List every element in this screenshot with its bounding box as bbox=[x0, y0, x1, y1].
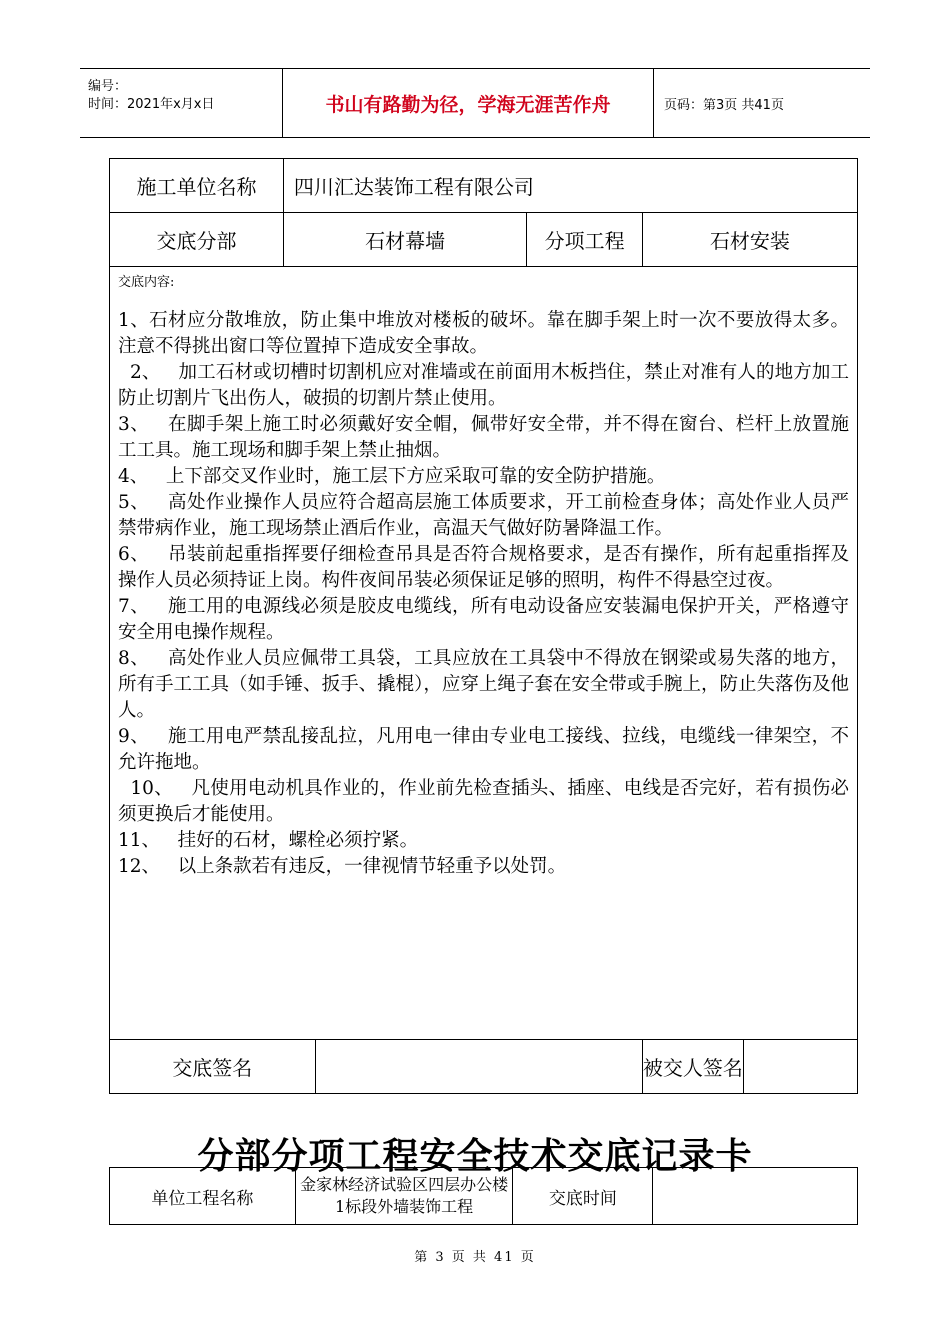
page-info: 页码：第3页 共41页 bbox=[664, 97, 784, 113]
serial-label: 编号： bbox=[88, 79, 128, 94]
page-footer: 第 3 页 共 41 页 bbox=[414, 1250, 536, 1265]
content-item: 6、 吊装前起重指挥要仔细检查吊具是否符合规格要求，是否有操作，所有起重指挥及操作人员必须持证上岗。构件夜间吊装必须保证足够的照明，构件不得悬空过夜。 bbox=[118, 544, 849, 591]
content-item: 12、 以上条款若有违反，一律视情节轻重予以处罚。 bbox=[118, 856, 567, 877]
sign-field[interactable] bbox=[315, 1040, 642, 1094]
content-item: 11、 挂好的石材，螺栓必须拧紧。 bbox=[118, 830, 419, 851]
content-item: 4、 上下部交叉作业时，施工层下方应采取可靠的安全防护措施。 bbox=[118, 466, 666, 487]
content-item: 1、石材应分散堆放，防止集中堆放对楼板的破坏。靠在脚手架上时一次不要放得太多。注意不得挑出窗口等位置掉下造成安全事故。 bbox=[118, 310, 849, 357]
subitem-value: 石材安装 bbox=[642, 213, 857, 267]
division-label: 交底分部 bbox=[110, 213, 284, 267]
motto-text: 书山有路勤为径，学海无涯苦作舟 bbox=[325, 93, 611, 116]
page-header bbox=[80, 68, 870, 138]
content-item: 10、 凡使用电动机具作业的，作业前先检查插头、插座、电线是否完好，若有损伤必须更换后才能使用。 bbox=[118, 778, 850, 825]
unit-row bbox=[110, 159, 858, 213]
record-card-table bbox=[109, 1167, 858, 1225]
content-item: 9、 施工用电严禁乱接乱拉，凡用电一律由专业电工接线、拉线，电缆线一律架空，不允许拖地。 bbox=[118, 726, 849, 773]
card-title: 分部分项工程安全技术交底记录卡 bbox=[197, 1135, 753, 1177]
header-motto-cell bbox=[283, 69, 654, 137]
content-item: 3、 在脚手架上施工时必须戴好安全帽，佩带好安全带，并不得在窗台、栏杆上放置施工工具。施工现场和脚手架上禁止抽烟。 bbox=[118, 414, 849, 461]
header-meta-cell bbox=[80, 69, 283, 137]
header-page-cell bbox=[654, 69, 870, 137]
receiver-sign-field[interactable] bbox=[743, 1040, 857, 1094]
content-item: 7、 施工用的电源线必须是胶皮电缆线，所有电动设备应安装漏电保护开关，严格遵守安全用电操作规程。 bbox=[118, 596, 849, 643]
briefing-time-field[interactable] bbox=[653, 1168, 858, 1225]
content-label: 交底内容: bbox=[118, 275, 175, 290]
subitem-label: 分项工程 bbox=[527, 213, 643, 267]
unit-project-row bbox=[110, 1168, 858, 1225]
unit-project-value: 金家林经济试验区四层办公楼1标段外墙装饰工程 bbox=[295, 1168, 513, 1225]
receiver-label: 被交人签名 bbox=[642, 1040, 743, 1094]
content-item: 8、 高处作业人员应佩带工具袋，工具应放在工具袋中不得放在钢梁或易失落的地方，所有手工工具（如手锤、扳手、撬棍），应穿上绳子套在安全带或手腕上，防止失落伤及他人。 bbox=[118, 648, 849, 721]
briefing-time-label: 交底时间 bbox=[513, 1168, 653, 1225]
content-cell bbox=[110, 267, 858, 1040]
unit-value: 四川汇达装饰工程有限公司 bbox=[283, 159, 857, 213]
signature-row bbox=[110, 1040, 858, 1094]
safety-briefing-table bbox=[109, 158, 858, 1094]
content-item: 2、 加工石材或切槽时切割机应对准墙或在前面用木板挡住，禁止对准有人的地方加工防止切割片飞出伤人，破损的切割片禁止使用。 bbox=[118, 362, 849, 409]
unit-project-label: 单位工程名称 bbox=[110, 1168, 296, 1225]
division-row bbox=[110, 213, 858, 267]
time-label: 时间：2021年x月x日 bbox=[88, 97, 215, 112]
content-row bbox=[110, 267, 858, 1040]
sign-label: 交底签名 bbox=[110, 1040, 316, 1094]
unit-label: 施工单位名称 bbox=[110, 159, 284, 213]
content-item: 5、 高处作业操作人员应符合超高层施工体质要求，开工前检查身体；高处作业人员严禁带病作业，施工现场禁止酒后作业，高温天气做好防暑降温工作。 bbox=[118, 492, 849, 539]
division-value: 石材幕墙 bbox=[283, 213, 526, 267]
